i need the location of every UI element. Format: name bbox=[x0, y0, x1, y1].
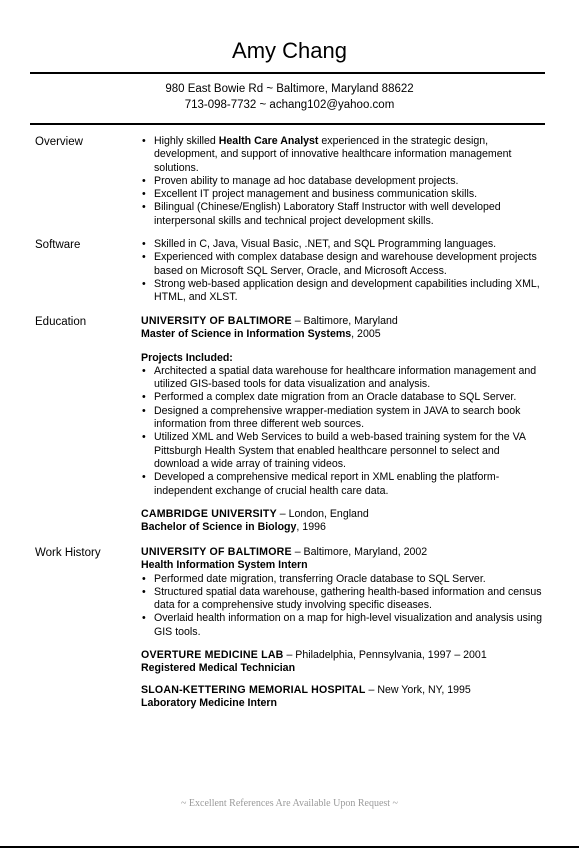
degree-year: , 1996 bbox=[296, 521, 326, 534]
job-3-title: Laboratory Medicine Intern bbox=[141, 696, 277, 709]
employer-name: OVERTURE MEDICINE LAB bbox=[141, 649, 284, 662]
overview-list bbox=[141, 135, 546, 228]
contact-phone-email: 713-098-7732 ~ achang102@yahoo.com bbox=[184, 99, 395, 111]
overview-text: Highly skilled bbox=[154, 135, 219, 147]
section-label-overview: Overview bbox=[35, 136, 83, 148]
employer-location: – Philadelphia, Pennsylvania, 1997 – 2001 bbox=[283, 649, 487, 662]
job-2-title: Registered Medical Technician bbox=[141, 662, 296, 675]
spacer bbox=[141, 676, 546, 684]
software-bullet: • Experienced with complex database design and warehouse development projects based on Microsoft SQL Server, Oracle, and Microsoft Access. bbox=[141, 251, 546, 278]
spacer bbox=[141, 342, 546, 352]
work-history-section bbox=[141, 546, 546, 710]
education-school-1 bbox=[141, 315, 546, 328]
project-bullet: • Utilized XML and Web Services to build a web-based training system for the VA Pittsburgh Health System that enabled healthcare personnel to select and download a wide array of training videos. bbox=[141, 431, 546, 471]
software-bullet: • Strong web-based application design and development capabilities including XML, HTML, and XLST. bbox=[141, 278, 546, 305]
school-location: – Baltimore, Maryland bbox=[291, 315, 398, 327]
school-name: CAMBRIDGE UNIVERSITY bbox=[141, 507, 277, 520]
degree-name: Bachelor of Science in Biology bbox=[141, 521, 297, 534]
duty-bullet: • Performed date migration, transferring Oracle database to SQL Server. bbox=[141, 573, 546, 586]
software-section bbox=[141, 238, 546, 304]
overview-role: Health Care Analyst bbox=[218, 135, 319, 147]
page-bottom-border bbox=[0, 846, 579, 848]
project-bullet: • Architected a spatial data warehouse for healthcare information management and utilized GIS-based tools for data visualization and analysis. bbox=[141, 365, 546, 392]
degree-year: , 2005 bbox=[351, 328, 381, 341]
projects-list bbox=[141, 365, 546, 498]
education-degree-2 bbox=[141, 521, 546, 534]
section-label-work-history: Work History bbox=[35, 547, 101, 559]
school-location: – London, England bbox=[276, 507, 369, 520]
job-3-header bbox=[141, 684, 546, 697]
spacer bbox=[141, 498, 546, 508]
education-school-2 bbox=[141, 508, 546, 521]
project-bullet: • Designed a comprehensive wrapper-mediation system in JAVA to search book information from three different web sources. bbox=[141, 405, 546, 432]
header-bottom-rule bbox=[30, 123, 545, 125]
job-2-header bbox=[141, 649, 546, 662]
spacer bbox=[141, 639, 546, 649]
education-degree-1 bbox=[141, 328, 546, 341]
header-top-rule bbox=[30, 72, 545, 74]
section-label-software: Software bbox=[35, 239, 81, 251]
job-1-duties bbox=[141, 573, 546, 639]
job-1-title: Health Information System Intern bbox=[141, 559, 308, 572]
overview-section bbox=[141, 135, 546, 228]
job-1-header bbox=[141, 546, 546, 559]
project-bullet: • Performed a complex date migration from an Oracle database to SQL Server. bbox=[141, 391, 546, 404]
section-label-education: Education bbox=[35, 316, 87, 328]
duty-bullet: • Overlaid health information on a map for high-level visualization and analysis using GIS tools. bbox=[141, 612, 546, 639]
overview-bullet bbox=[141, 135, 546, 175]
employer-name: UNIVERSITY OF BALTIMORE bbox=[141, 546, 292, 558]
degree-name: Master of Science in Information Systems bbox=[141, 328, 352, 341]
school-name: UNIVERSITY OF BALTIMORE bbox=[141, 315, 292, 327]
overview-bullet: • Bilingual (Chinese/English) Laboratory Staff Instructor with well developed interpersonal skills and technical project development skills. bbox=[141, 201, 546, 228]
overview-bullet: • Proven ability to manage ad hoc database development projects. bbox=[141, 175, 546, 188]
employer-name: SLOAN-KETTERING MEMORIAL HOSPITAL bbox=[141, 683, 366, 696]
education-section bbox=[141, 315, 546, 534]
overview-text: experienced in the strategic design, development, and support of innovative healthcare information management solutions. bbox=[154, 135, 512, 174]
software-list bbox=[141, 238, 546, 304]
candidate-name: Amy Chang bbox=[232, 38, 347, 63]
references-footer: ~ Excellent References Are Available Upon Request ~ bbox=[181, 798, 398, 809]
software-bullet: • Skilled in C, Java, Visual Basic, .NET, and SQL Programming languages. bbox=[141, 238, 546, 251]
projects-heading: Projects Included: bbox=[141, 351, 233, 364]
duty-bullet: • Structured spatial data warehouse, gathering health-based information and census data for a comprehensive study involving specific diseases. bbox=[141, 586, 546, 613]
contact-address: 980 East Bowie Rd ~ Baltimore, Maryland 88622 bbox=[165, 83, 414, 95]
overview-bullet: • Excellent IT project management and business communication skills. bbox=[141, 188, 546, 201]
employer-location: – Baltimore, Maryland, 2002 bbox=[291, 546, 428, 558]
employer-location: – New York, NY, 1995 bbox=[365, 683, 471, 696]
project-bullet: • Developed a comprehensive medical report in XML enabling the platform-independent exchange of crucial health care data. bbox=[141, 471, 546, 498]
